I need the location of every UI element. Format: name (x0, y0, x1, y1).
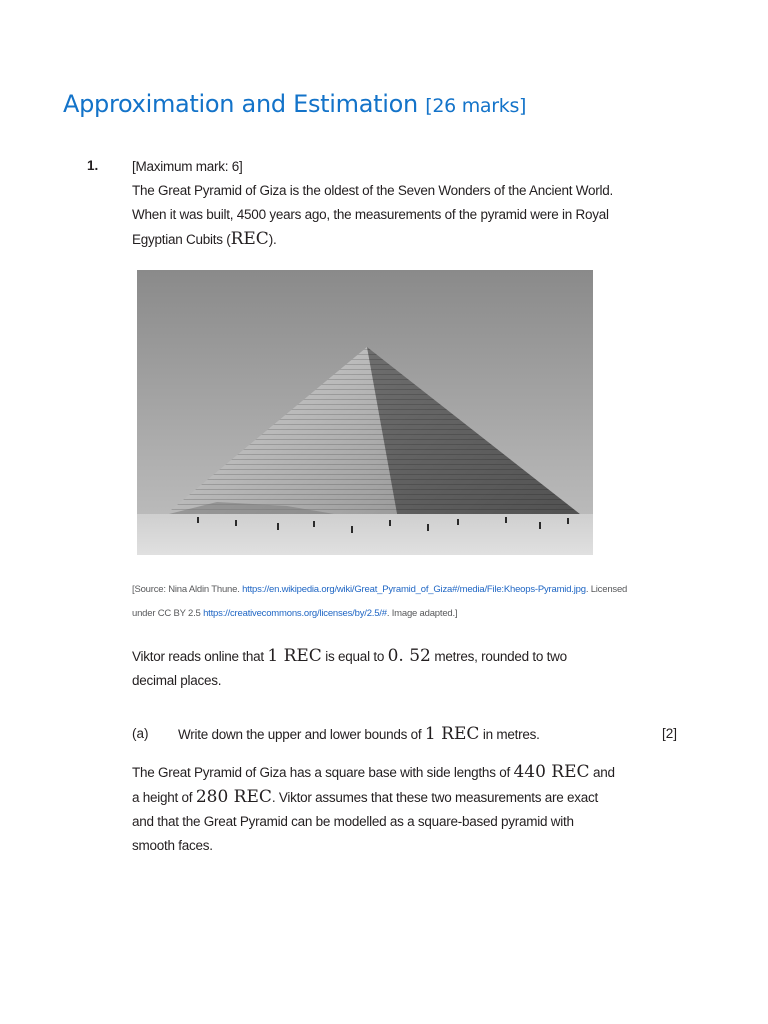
viktor-text-1: Viktor reads online that (132, 649, 268, 664)
viktor-statement (132, 644, 612, 693)
image-source-caption (132, 578, 652, 626)
viktor-text-2: is equal to (321, 649, 388, 664)
intro-text: The Great Pyramid of Giza is the oldest of the Seven Wonders of the Ancient World. When it was built, 4500 years ago, the measurements of the pyramid were in Royal Egyptian Cubits ( (132, 183, 614, 247)
source-link-license[interactable]: https://creativecommons.org/licenses/by/2.5/# (203, 608, 387, 619)
base-math-280rec: 280 REC (195, 787, 272, 807)
intro-math-rec: REC (230, 229, 269, 249)
base-math-440rec: 440 REC (513, 762, 590, 782)
part-a-math-1rec: 1 REC (424, 724, 480, 744)
part-a-text (178, 722, 540, 747)
base-text-1: The Great Pyramid of Giza has a square base with side lengths of (132, 765, 514, 780)
question-intro (132, 179, 642, 252)
base-text-2: and a height of (132, 765, 615, 805)
base-text-3: . Viktor assumes that these two measurements are exact and that the Great Pyramid can be modelled as a square-based pyramid with smooth faces. (132, 790, 599, 853)
title-text: Approximation and Estimation (63, 90, 418, 118)
source-link-wikipedia[interactable]: https://en.wikipedia.org/wiki/Great_Pyramid_of_Giza#/media/File:Kheops-Pyramid.jpg (242, 584, 586, 595)
pyramid-dimensions-text (132, 760, 617, 858)
intro-end: ). (268, 232, 277, 247)
title-marks: [26 marks] (425, 95, 527, 117)
viktor-text-3: metres, rounded to two decimal places. (132, 649, 567, 688)
source-middle: . Licensed under CC BY 2.5 (132, 584, 628, 619)
question-max-mark: [Maximum mark: 6] (132, 159, 243, 174)
page-title (63, 90, 526, 118)
source-suffix: . Image adapted.] (386, 608, 458, 619)
part-a-text-2: in metres. (479, 727, 540, 742)
question-number: 1. (87, 158, 99, 173)
part-a-label: (a) (132, 726, 149, 741)
part-a-text-1: Write down the upper and lower bounds of (178, 727, 425, 742)
pyramid-photo (137, 270, 593, 555)
viktor-math-1rec: 1 REC (267, 646, 322, 666)
part-a-marks: [2] (662, 726, 678, 741)
viktor-math-052: 0. 52 (387, 646, 431, 666)
source-prefix: [Source: Nina Aldin Thune. (132, 584, 243, 595)
